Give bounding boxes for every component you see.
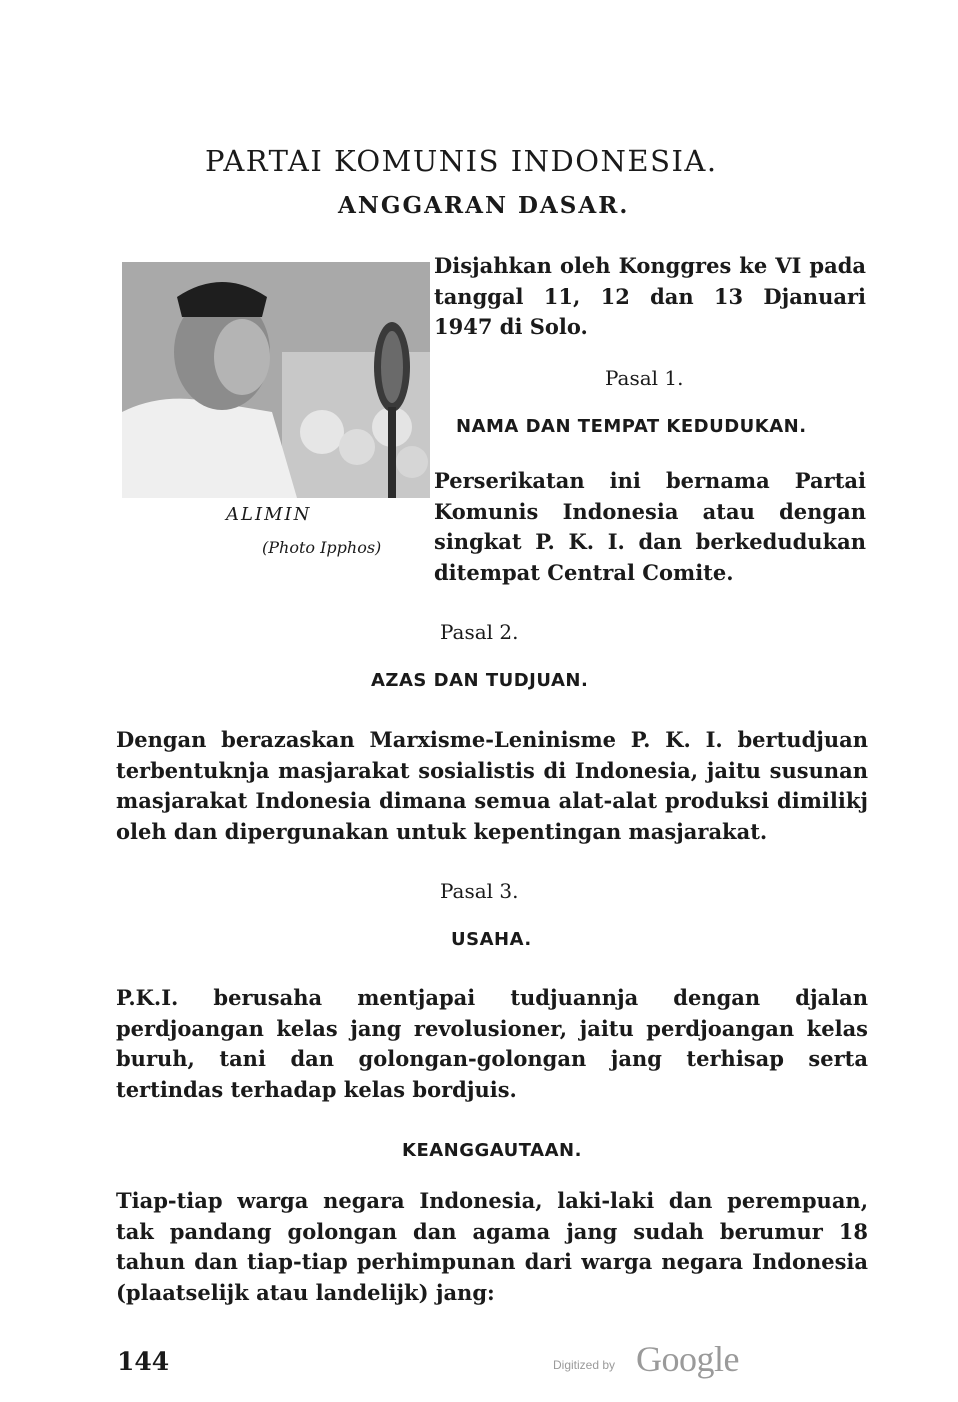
pasal-2-heading: AZAS DAN TUDJUAN. xyxy=(371,670,589,691)
pasal-3-heading: USAHA. xyxy=(451,929,532,950)
pasal-2-label: Pasal 2. xyxy=(440,620,519,644)
photo-caption-credit: (Photo Ipphos) xyxy=(262,538,382,557)
pasal-1-label: Pasal 1. xyxy=(605,366,684,390)
intro-paragraph: Disjahkan oleh Konggres ke VI pada tanggal 11, 12 dan 13 Djanuari 1947 di Solo. xyxy=(434,253,866,339)
document-title: PARTAI KOMUNIS INDONESIA. xyxy=(205,144,718,178)
digitized-by-label: Digitized by xyxy=(553,1358,616,1372)
document-subtitle: ANGGARAN DASAR. xyxy=(338,192,630,219)
membership-body: Tiap-tiap warga negara Indonesia, laki-laki dan perempuan, tak pandang golongan dan agama jang sudah berumur 18 tahun dan tiap-tiap perhimpunan dari warga negara Indonesia (plaatselijk atau landelijk) jang: xyxy=(116,1188,868,1305)
pasal-3-body: P.K.I. berusaha mentjapai tudjuannja dengan djalan perdjoangan kelas jang revolusioner, jaitu perdjoangan kelas buruh, tani dan golongan-golongan jang terhisap serta tertindas terhadap kelas bordjuis. xyxy=(116,985,868,1102)
membership-heading: KEANGGAUTAAN. xyxy=(402,1140,582,1161)
photo-caption-name: ALIMIN xyxy=(226,504,312,525)
google-logo: Google xyxy=(636,1339,739,1379)
portrait-photo xyxy=(122,262,430,498)
pasal-2-body: Dengan berazaskan Marxisme-Leninisme P. K. I. bertudjuan terbentuknja masjarakat sosialistis di Indonesia, jaitu susunan masjarakat Indonesia dimana semua alat-alat produksi dimilikj oleh dan dipergunakan untuk kepentingan masjarakat. xyxy=(116,727,868,844)
page-number: 144 xyxy=(117,1347,170,1376)
pasal-1-body: Perserikatan ini bernama Partai Komunis Indonesia atau dengan singkat P. K. I. dan berkedudukan ditempat Central Comite. xyxy=(434,468,866,585)
pasal-3-label: Pasal 3. xyxy=(440,879,519,903)
pasal-1-heading: NAMA DAN TEMPAT KEDUDUKAN. xyxy=(456,416,807,437)
portrait-illustration xyxy=(122,262,430,498)
